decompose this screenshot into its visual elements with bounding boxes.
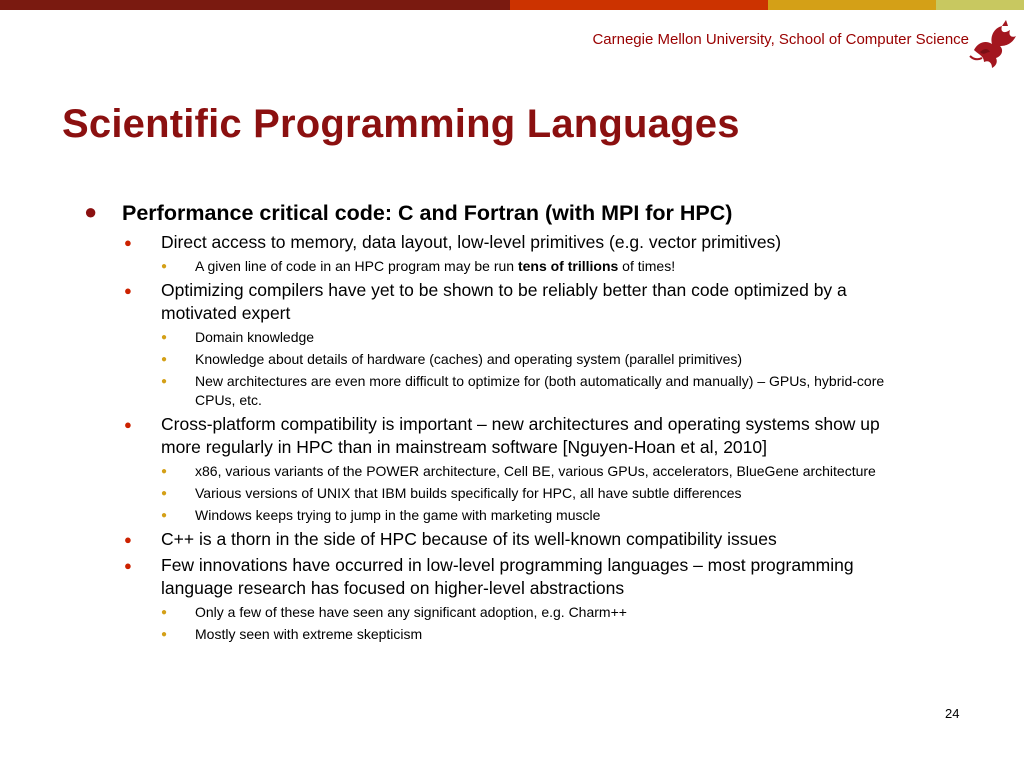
bullet-dot-l2: ●: [124, 532, 132, 547]
bullet-text: Windows keeps trying to jump in the game with marketing muscle: [195, 507, 601, 523]
bullet-text: Mostly seen with extreme skepticism: [195, 626, 423, 642]
top-bar-segment-olive: [936, 0, 1024, 10]
dragon-logo-icon: [966, 16, 1020, 70]
slide-title: Scientific Programming Languages: [62, 102, 740, 146]
bullet-dot-l3: ●: [161, 466, 168, 477]
bullet-l3: [84, 484, 904, 503]
bullet-dot-l2: ●: [124, 417, 132, 432]
top-bar-segment-gold: [768, 0, 936, 10]
bullet-text: Optimizing compilers have yet to be shown to be reliably better than code optimized by a motivated expert: [161, 280, 847, 323]
bullet-text: Knowledge about details of hardware (caches) and operating system (parallel primitives): [195, 351, 743, 367]
top-color-bar: [0, 0, 1024, 10]
bullet-dot-l3: ●: [161, 376, 168, 387]
bullet-l1: [84, 199, 904, 227]
bullet-dot-l3: ●: [161, 510, 168, 521]
bullet-text: Few innovations have occurred in low-level programming languages – most programming language research has focused on higher-level abstractions: [161, 555, 854, 598]
bullet-dot-l2: ●: [124, 235, 132, 250]
bullet-l2: [84, 528, 904, 551]
bullet-dot-l1: ●: [84, 199, 98, 224]
bullet-text-pre: A given line of code in an HPC program may be run: [195, 258, 518, 274]
top-bar-segment-dark: [0, 0, 510, 10]
bullet-dot-l3: ●: [161, 607, 168, 618]
bullet-list: [84, 199, 904, 647]
bullet-l3: [84, 506, 904, 525]
bullet-l3: [84, 603, 904, 622]
bullet-l3: [84, 350, 904, 369]
bullet-dot-l3: ●: [161, 354, 168, 365]
bullet-text: Various versions of UNIX that IBM builds specifically for HPC, all have subtle differences: [195, 485, 742, 501]
bullet-text: Cross-platform compatibility is important – new architectures and operating systems show up more regularly in HPC than in mainstream software [Nguyen-Hoan et al, 2010]: [161, 414, 880, 457]
page-number: 24: [945, 706, 960, 721]
header-organization: Carnegie Mellon University, School of Computer Science: [592, 31, 969, 48]
bullet-text: C++ is a thorn in the side of HPC because of its well-known compatibility issues: [161, 529, 777, 549]
bullet-dot-l3: ●: [161, 332, 168, 343]
bullet-dot-l3: ●: [161, 261, 168, 272]
bullet-l3: [84, 625, 904, 644]
bullet-l3: [84, 462, 904, 481]
bullet-l2: [84, 413, 904, 459]
bullet-dot-l2: ●: [124, 283, 132, 298]
bullet-text: New architectures are even more difficult to optimize for (both automatically and manually) – GPUs, hybrid-core CPUs, etc.: [195, 373, 885, 408]
bullet-text: Direct access to memory, data layout, low-level primitives (e.g. vector primitives): [161, 232, 782, 252]
bullet-l2: [84, 279, 904, 325]
bullet-dot-l3: ●: [161, 488, 168, 499]
bullet-dot-l3: ●: [161, 629, 168, 640]
bullet-l3: [84, 328, 904, 347]
top-bar-segment-red: [510, 0, 768, 10]
bullet-text: Only a few of these have seen any significant adoption, e.g. Charm++: [195, 604, 627, 620]
bullet-l2: [84, 554, 904, 600]
bullet-l2: [84, 231, 904, 254]
bullet-text-post: of times!: [618, 258, 676, 274]
bullet-text: Performance critical code: C and Fortran (with MPI for HPC): [122, 201, 733, 225]
bullet-text-bold: tens of trillions: [517, 258, 619, 274]
bullet-text: Domain knowledge: [195, 329, 315, 345]
bullet-dot-l2: ●: [124, 558, 132, 573]
bullet-l3: [84, 257, 904, 276]
bullet-l3: [84, 372, 904, 410]
bullet-text: x86, various variants of the POWER architecture, Cell BE, various GPUs, accelerators, BlueGene architecture: [195, 463, 876, 479]
